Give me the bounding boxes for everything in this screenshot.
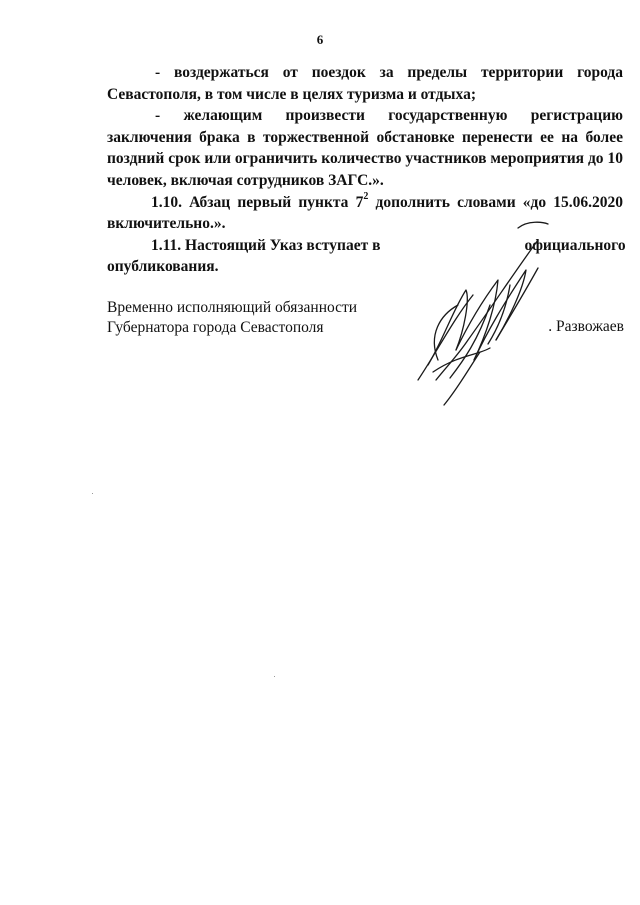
signer-title-line2: Губернатора города Севастополя (107, 319, 324, 336)
clause-1-11-right: официального (524, 236, 626, 254)
clause-1-10-text: 1.10. Абзац первый пункта 7 (151, 193, 364, 211)
signer-name: . Развожаев (548, 318, 624, 335)
handwritten-signature-icon (398, 210, 558, 410)
paragraph-1-11-cont: опубликования. (107, 258, 219, 276)
paragraph-marriage: - желающим произвести государственную регистрацию заключения брака в торжественной обстановке перенести ее на более поздний срок или ограничить количество участников мероприятия до 10 человек, включая сотрудников ЗАГС.». (107, 107, 623, 189)
scan-speck (92, 493, 93, 494)
clause-1-10-text-cont: дополнить словами «до 15.06.2020 включительно.». (107, 193, 624, 233)
signer-title (107, 298, 357, 338)
scan-speck (274, 676, 275, 677)
superscript: 2 (363, 190, 369, 202)
page-number: 6 (316, 32, 324, 47)
paragraph-travel: - воздержаться от поездок за пределы территории города Севастополя, в том числе в целях туризма и отдыха; (107, 64, 623, 103)
signer-title-line1: Временно исполняющий обязанности (107, 299, 358, 316)
clause-1-11-left: 1.11. Настоящий Указ вступает в (151, 236, 381, 254)
